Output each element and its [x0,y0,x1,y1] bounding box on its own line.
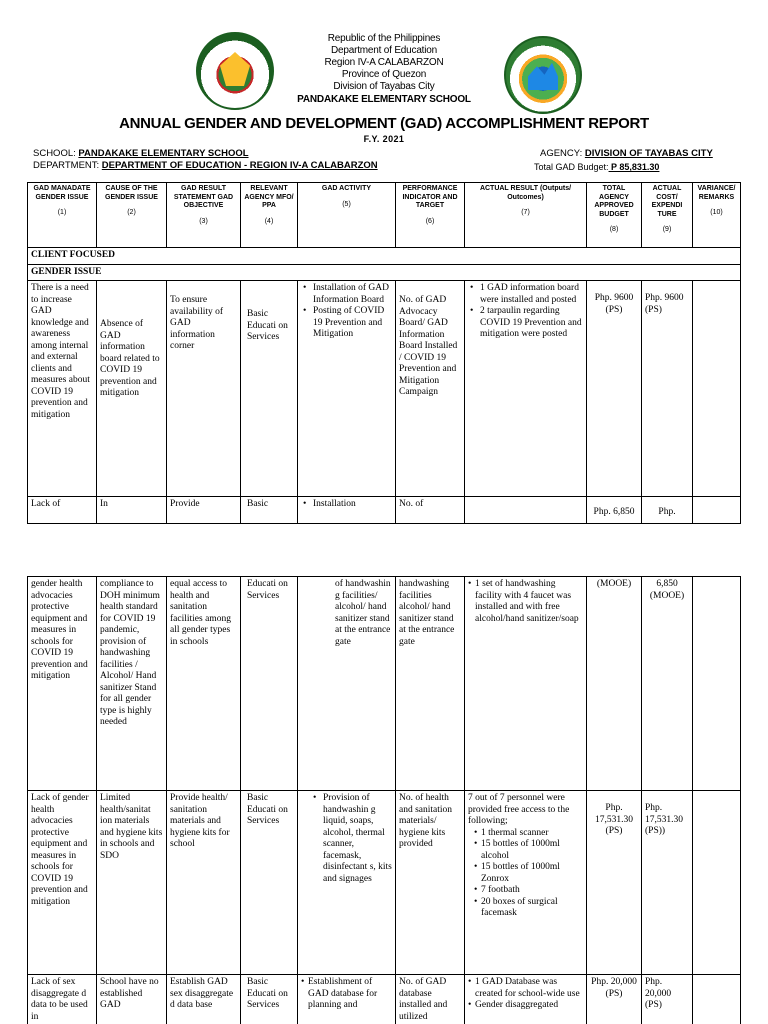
school-label: SCHOOL: [33,148,79,159]
cell-actual-result [465,975,587,1024]
cell-gender-issue: gender health advocacies protective equipment and measures in schools for COVID 19 prevention and mitigation [28,577,97,791]
cell-budget: Php. 17,531.30 (PS) [587,791,642,975]
cell-remarks [693,791,741,975]
cell-actual-result [465,577,587,791]
col-header-actual-cost: ACTUAL COST/ EXPENDI TURE (9) [642,183,693,248]
list-item: • 1 set of handwashing facility with 4 faucet was installed and with free alcohol/hand sanitizer/soap [468,579,583,625]
activity-list [301,283,392,341]
cell-ppa: Basic Educati on Services [241,975,298,1024]
department-label: DEPARTMENT: [33,160,102,171]
list-item: • 7 footbath [474,885,583,897]
header-line-division: Division of Tayabas City [333,81,435,92]
school-info [33,148,249,160]
cell-cause: Absence of GAD information board related to COVID 19 prevention and mitigation [97,281,167,497]
col-header-ppa: RELEVANT AGENCY MFO/ PPA (4) [241,183,298,248]
list-item: • Gender disaggregated [468,1000,583,1012]
list-item: • 1 thermal scanner [474,828,583,840]
table-row [28,577,741,791]
table-header-row [28,183,741,248]
cell-remarks [693,577,741,791]
cell-activity [298,281,396,497]
cell-budget: (MOOE) [587,577,642,791]
cell-ppa: Basic Educati on Services [241,791,298,975]
list-item: • 15 bottles of 1000ml alcohol [474,839,583,862]
cell-indicator: handwashing facilities alcohol/ hand sanitizer stand at the entrance gate [396,577,465,791]
list-item: • 1 GAD information board were installed and posted [468,283,583,306]
cell-activity: of handwashin g facilities/ alcohol/ hand sanitizer stand at the entrance gate [298,577,396,791]
school-value: PANDAKAKE ELEMENTARY SCHOOL [78,148,249,159]
header-line-republic: Republic of the Philippines [327,33,441,44]
cell-indicator: No. of health and sanitation materials/ hygiene kits provided [396,791,465,975]
result-list [468,283,583,341]
header-line-department: Department of Education [330,45,438,56]
cell-objective: Provide [167,497,241,524]
cell-actual-cost: Php. [642,497,693,524]
cell-gender-issue: There is a need to increase GAD knowledge and awareness among internal and external clients and measures about COVID 19 prevention and mitigation [28,281,97,497]
cell-objective: To ensure availability of GAD information corner [167,281,241,497]
header-school-name: PANDAKAKE ELEMENTARY SCHOOL [297,94,471,105]
list-item: • 1 GAD Database was created for school-wide use [468,977,583,1000]
table-row [28,497,741,524]
cell-actual-cost: Php. 20,000 (PS) [642,975,693,1024]
cell-actual-cost: Php. 17,531.30 (PS)) [642,791,693,975]
list-item: • Posting of COVID 19 Prevention and Mitigation [301,306,392,341]
agency-value: DIVISION OF TAYABAS CITY [584,148,713,159]
cell-remarks [693,497,741,524]
gad-table-part-1 [27,182,741,524]
result-list [468,828,583,920]
col-header-activity: GAD ACTIVITY (5) [298,183,396,248]
table-row [28,281,741,497]
cell-objective: equal access to health and sanitation facilities among all gender types in schools [167,577,241,791]
budget-info [534,161,659,173]
col-header-cause: CAUSE OF THE GENDER ISSUE (2) [97,183,167,248]
header-line-region: Region IV-A CALABARZON [324,57,444,68]
budget-label: Total GAD Budget: [534,162,609,172]
list-item: • 2 tarpaulin regarding COVID 19 Prevention and mitigation were posted [468,306,583,341]
section-label: CLIENT FOCUSED [28,248,741,265]
cell-budget: Php. 9600 (PS) [587,281,642,497]
department-value: DEPARTMENT OF EDUCATION - REGION IV-A CALABARZON [101,160,378,171]
result-intro: 7 out of 7 personnel were provided free access to the following; [468,793,570,826]
cell-ppa: Basic [241,497,298,524]
list-item: • Installation [301,499,392,511]
cell-actual-result [465,281,587,497]
agency-info [540,148,713,160]
report-title: ANNUAL GENDER AND DEVELOPMENT (GAD) ACCOMPLISHMENT REPORT [119,115,649,132]
cell-objective: Provide health/ sanitation materials and hygiene kits for school [167,791,241,975]
cell-objective: Establish GAD sex disaggregate d data base [167,975,241,1024]
cell-actual-result [465,791,587,975]
list-item: • Provision of handwashin g liquid, soaps, alcohol, thermal scanner, facemask, disinfectant s, kits and signages [311,793,392,885]
result-list [468,977,583,1012]
col-header-actual-result: ACTUAL RESULT (Outputs/ Outcomes) (7) [465,183,587,248]
cell-actual-result [465,497,587,524]
list-item: • Establishment of GAD database for planning and [301,977,392,1012]
col-header-objective: GAD RESULT STATEMENT GAD OBJECTIVE (3) [167,183,241,248]
cell-budget: Php. 20,000 (PS) [587,975,642,1024]
cell-indicator: No. of GAD database installed and utilized [396,975,465,1024]
list-item: • 15 bottles of 1000ml Zonrox [474,862,583,885]
table-row [28,975,741,1024]
department-info [33,160,378,172]
cell-indicator: No. of [396,497,465,524]
cell-actual-cost: 6,850 (MOOE) [642,577,693,791]
cell-cause: In [97,497,167,524]
gad-table-part-2 [27,576,741,1024]
agency-label: AGENCY: [540,148,585,159]
col-header-remarks: VARIANCE/ REMARKS (10) [693,183,741,248]
cell-gender-issue: Lack of sex disaggregate d data to be used in [28,975,97,1024]
section-label: GENDER ISSUE [28,264,741,281]
cell-cause: School have no established GAD [97,975,167,1024]
cell-cause: compliance to DOH minimum health standard for COVID 19 pandemic, provision of handwashing facilities / Alcohol/ Hand sanitizer Stand for all gender type is highly needed [97,577,167,791]
cell-remarks [693,281,741,497]
section-gender-issue [28,264,741,281]
table-row [28,791,741,975]
header-line-province: Province of Quezon [341,69,427,80]
cell-actual-cost: Php. 9600 (PS) [642,281,693,497]
cell-budget: Php. 6,850 [587,497,642,524]
cell-ppa: Educati on Services [241,577,298,791]
list-item: • Installation of GAD Information Board [301,283,392,306]
cell-gender-issue: Lack of gender health advocacies protective equipment and measures in schools for COVID 19 prevention and mitigation [28,791,97,975]
budget-value: P 85,831.30 [608,162,660,172]
cell-gender-issue: Lack of [28,497,97,524]
list-item: • 20 boxes of surgical facemask [474,897,583,920]
cell-activity [298,975,396,1024]
fiscal-year: F.Y. 2021 [363,134,405,144]
cell-indicator: No. of GAD Advocacy Board/ GAD Information Board Installed / COVID 19 Prevention and Mitigation Campaign [396,281,465,497]
col-header-indicator: PERFORMANCE INDICATOR AND TARGET (6) [396,183,465,248]
col-header-budget: TOTAL AGENCY APPROVED BUDGET (8) [587,183,642,248]
cell-remarks [693,975,741,1024]
section-client-focused [28,248,741,265]
cell-ppa: Basic Educati on Services [241,281,298,497]
col-header-gender-issue: GAD MANADATE GENDER ISSUE (1) [28,183,97,248]
cell-activity [298,497,396,524]
cell-cause: Limited health/sanitat ion materials and hygiene kits in schools and SDO [97,791,167,975]
cell-activity [298,791,396,975]
